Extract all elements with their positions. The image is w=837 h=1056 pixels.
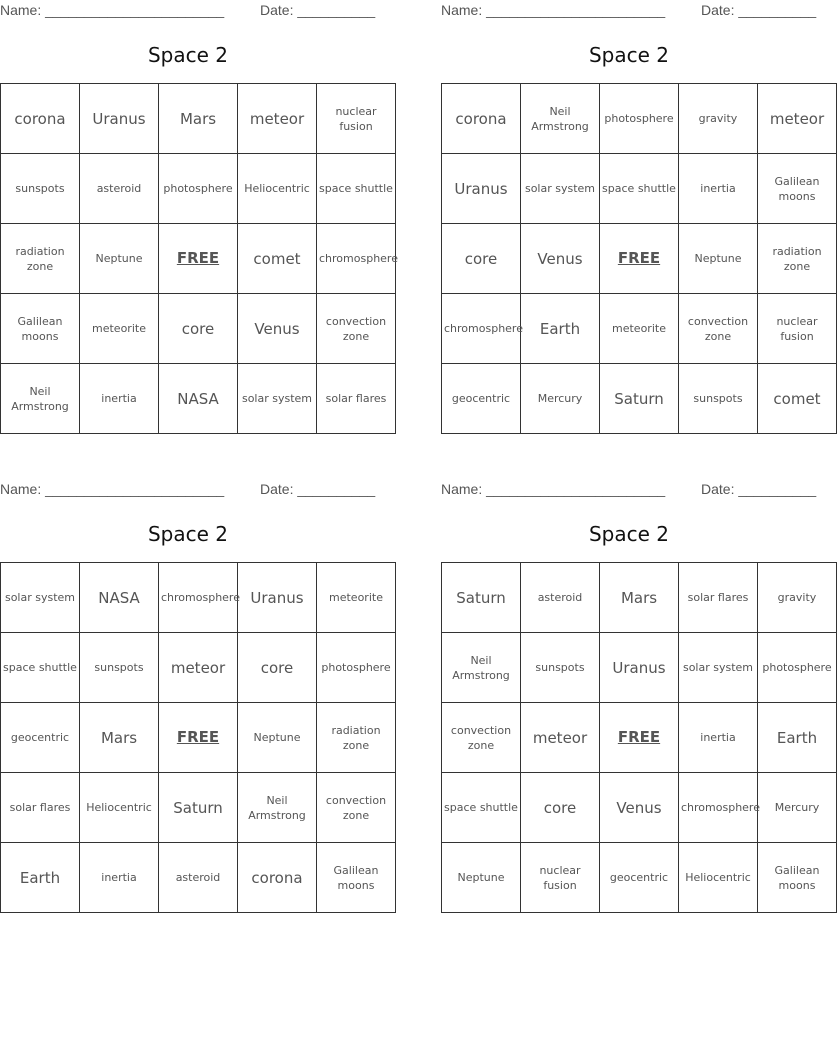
bingo-row	[1, 224, 396, 294]
bingo-row	[442, 294, 837, 364]
bingo-cell: Neptune	[679, 224, 758, 294]
free-space-cell: FREE	[600, 224, 679, 294]
bingo-cell: inertia	[80, 364, 159, 434]
free-space-cell: FREE	[159, 224, 238, 294]
bingo-cell: Mercury	[758, 773, 837, 843]
bingo-row	[442, 154, 837, 224]
bingo-cell: solar system	[1, 563, 80, 633]
name-field-label: Name: _______________________	[441, 481, 666, 497]
bingo-cell: Mars	[600, 563, 679, 633]
bingo-row	[442, 364, 837, 434]
bingo-row	[1, 294, 396, 364]
bingo-cell: gravity	[679, 84, 758, 154]
bingo-cell: radiation zone	[317, 703, 396, 773]
card-title: Space 2	[588, 522, 670, 546]
bingo-cell: sunspots	[521, 633, 600, 703]
bingo-cell: inertia	[80, 843, 159, 913]
free-space-cell: FREE	[600, 703, 679, 773]
bingo-row	[1, 633, 396, 703]
bingo-cell: Galilean moons	[1, 294, 80, 364]
bingo-cell: space shuttle	[600, 154, 679, 224]
bingo-cell: space shuttle	[317, 154, 396, 224]
bingo-row	[1, 563, 396, 633]
bingo-cell: asteroid	[521, 563, 600, 633]
bingo-cell: Mercury	[521, 364, 600, 434]
bingo-cell: core	[521, 773, 600, 843]
bingo-row	[1, 703, 396, 773]
name-date-line	[0, 479, 376, 501]
date-field-label: Date: __________	[260, 2, 376, 18]
bingo-row	[1, 773, 396, 843]
bingo-cell: convection zone	[442, 703, 521, 773]
bingo-row	[442, 633, 837, 703]
bingo-cell: sunspots	[679, 364, 758, 434]
bingo-cell: Venus	[521, 224, 600, 294]
bingo-cell: gravity	[758, 563, 837, 633]
bingo-cell: inertia	[679, 154, 758, 224]
bingo-cell: Saturn	[442, 563, 521, 633]
bingo-cell: Neil Armstrong	[238, 773, 317, 843]
bingo-cell: solar system	[679, 633, 758, 703]
bingo-cell: core	[442, 224, 521, 294]
bingo-row	[1, 843, 396, 913]
name-field-label: Name: _______________________	[0, 481, 225, 497]
bingo-row	[1, 154, 396, 224]
bingo-row	[442, 563, 837, 633]
bingo-cell: chromosphere	[679, 773, 758, 843]
bingo-row	[442, 703, 837, 773]
bingo-cell: photosphere	[317, 633, 396, 703]
bingo-cell: solar system	[521, 154, 600, 224]
bingo-cell: Neptune	[442, 843, 521, 913]
bingo-row	[442, 84, 837, 154]
card-title: Space 2	[147, 43, 229, 67]
bingo-cell: photosphere	[758, 633, 837, 703]
bingo-cell: Earth	[1, 843, 80, 913]
bingo-row	[1, 364, 396, 434]
bingo-cell: solar flares	[317, 364, 396, 434]
bingo-cell: Uranus	[238, 563, 317, 633]
bingo-grid	[441, 83, 837, 434]
name-field-label: Name: _______________________	[441, 2, 666, 18]
date-field-label: Date: __________	[701, 2, 817, 18]
bingo-cell: chromosphere	[159, 563, 238, 633]
bingo-cell: space shuttle	[442, 773, 521, 843]
bingo-cell: meteorite	[600, 294, 679, 364]
bingo-cell: nuclear fusion	[317, 84, 396, 154]
bingo-card-3	[0, 479, 391, 892]
bingo-row	[442, 773, 837, 843]
bingo-cell: chromosphere	[442, 294, 521, 364]
bingo-cell: Galilean moons	[758, 843, 837, 913]
bingo-cell: meteor	[159, 633, 238, 703]
bingo-cell: Heliocentric	[80, 773, 159, 843]
bingo-cell: corona	[1, 84, 80, 154]
bingo-row	[442, 224, 837, 294]
bingo-cell: Neptune	[238, 703, 317, 773]
bingo-cell: core	[238, 633, 317, 703]
bingo-cell: Mars	[80, 703, 159, 773]
bingo-cell: sunspots	[80, 633, 159, 703]
bingo-cell: NASA	[80, 563, 159, 633]
bingo-cell: Saturn	[600, 364, 679, 434]
bingo-cell: geocentric	[600, 843, 679, 913]
bingo-cell: Saturn	[159, 773, 238, 843]
bingo-cell: Heliocentric	[238, 154, 317, 224]
bingo-cell: nuclear fusion	[521, 843, 600, 913]
bingo-cell: Venus	[600, 773, 679, 843]
bingo-cell: sunspots	[1, 154, 80, 224]
bingo-card-4	[441, 479, 832, 892]
bingo-cell: meteorite	[317, 563, 396, 633]
bingo-cell: comet	[758, 364, 837, 434]
date-field-label: Date: __________	[701, 481, 817, 497]
name-date-line	[441, 479, 817, 501]
bingo-cell: Heliocentric	[679, 843, 758, 913]
bingo-cell: Neil Armstrong	[442, 633, 521, 703]
bingo-card-1	[0, 0, 398, 413]
bingo-cell: convection zone	[679, 294, 758, 364]
bingo-row	[1, 84, 396, 154]
bingo-cell: geocentric	[442, 364, 521, 434]
bingo-cell: asteroid	[80, 154, 159, 224]
bingo-cell: Galilean moons	[317, 843, 396, 913]
bingo-cell: Neil Armstrong	[1, 364, 80, 434]
bingo-cell: Earth	[521, 294, 600, 364]
bingo-cell: Neil Armstrong	[521, 84, 600, 154]
bingo-cell: solar flares	[1, 773, 80, 843]
bingo-cell: photosphere	[159, 154, 238, 224]
name-date-line	[0, 0, 376, 22]
card-title: Space 2	[588, 43, 670, 67]
bingo-cell: meteor	[521, 703, 600, 773]
free-space-cell: FREE	[159, 703, 238, 773]
bingo-cell: Earth	[758, 703, 837, 773]
bingo-cell: radiation zone	[758, 224, 837, 294]
bingo-cell: meteorite	[80, 294, 159, 364]
bingo-cell: convection zone	[317, 773, 396, 843]
bingo-cell: photosphere	[600, 84, 679, 154]
bingo-cell: geocentric	[1, 703, 80, 773]
bingo-grid	[441, 562, 837, 913]
bingo-cell: inertia	[679, 703, 758, 773]
bingo-cell: corona	[238, 843, 317, 913]
bingo-cell: Uranus	[80, 84, 159, 154]
bingo-grid	[0, 562, 396, 913]
bingo-cell: asteroid	[159, 843, 238, 913]
bingo-cell: convection zone	[317, 294, 396, 364]
bingo-cell: Uranus	[600, 633, 679, 703]
bingo-cell: Galilean moons	[758, 154, 837, 224]
date-field-label: Date: __________	[260, 481, 376, 497]
bingo-cell: Mars	[159, 84, 238, 154]
bingo-row	[442, 843, 837, 913]
bingo-cell: corona	[442, 84, 521, 154]
bingo-cell: solar flares	[679, 563, 758, 633]
bingo-cell: core	[159, 294, 238, 364]
bingo-cell: chromosphere	[317, 224, 396, 294]
name-field-label: Name: _______________________	[0, 2, 225, 18]
name-date-line	[441, 0, 817, 22]
bingo-cell: nuclear fusion	[758, 294, 837, 364]
card-title: Space 2	[147, 522, 229, 546]
bingo-cell: NASA	[159, 364, 238, 434]
bingo-cell: comet	[238, 224, 317, 294]
bingo-card-2	[441, 0, 825, 408]
bingo-cell: meteor	[758, 84, 837, 154]
bingo-cell: Uranus	[442, 154, 521, 224]
bingo-cell: solar system	[238, 364, 317, 434]
bingo-grid	[0, 83, 396, 434]
bingo-cell: radiation zone	[1, 224, 80, 294]
bingo-cell: Neptune	[80, 224, 159, 294]
bingo-cell: meteor	[238, 84, 317, 154]
bingo-cell: space shuttle	[1, 633, 80, 703]
bingo-cell: Venus	[238, 294, 317, 364]
